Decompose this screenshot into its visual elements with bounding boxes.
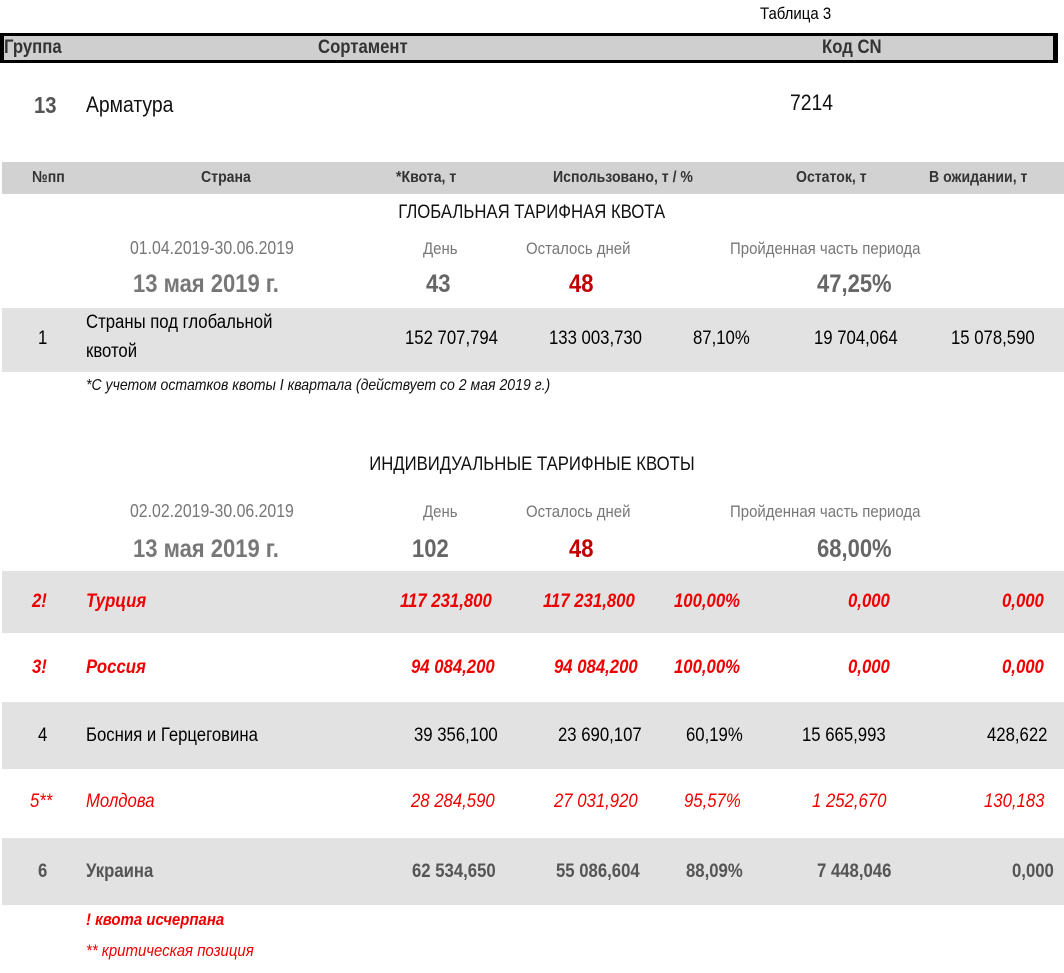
global-days-left: 48 — [569, 270, 594, 298]
individual-day-label: День — [423, 502, 458, 521]
individual-day: 102 — [412, 535, 449, 563]
row-quota: 62 534,650 — [412, 861, 496, 882]
group-number: 13 — [34, 92, 57, 118]
row-used-pct: 87,10% — [693, 328, 750, 349]
row-used-pct: 100,00% — [674, 657, 741, 678]
header-assortment: Сортамент — [318, 37, 408, 58]
table-row-global-1 — [2, 308, 1064, 372]
row-pending: 0,000 — [1002, 657, 1044, 678]
row-remainder: 19 704,064 — [814, 328, 898, 349]
row-used: 117 231,800 — [543, 591, 635, 612]
row-num: 6 — [38, 861, 48, 882]
row-country: Молдова — [86, 791, 155, 812]
row-quota: 94 084,200 — [411, 657, 495, 678]
row-quota: 117 231,800 — [400, 591, 492, 612]
row-pending: 130,183 — [984, 791, 1045, 812]
global-progress-label: Пройденная часть периода — [730, 239, 921, 258]
row-quota: 39 356,100 — [414, 725, 498, 746]
row-num: 4 — [38, 725, 48, 746]
row-used: 23 690,107 — [558, 725, 642, 746]
individual-period: 02.02.2019-30.06.2019 — [130, 501, 294, 521]
row-country-line1: Страны под глобальной — [86, 312, 273, 333]
table-row-russia — [2, 635, 1064, 701]
group-name: Арматура — [86, 92, 174, 117]
col-pending: В ожидании, т — [929, 169, 1028, 186]
row-country: Босния и Герцеговина — [86, 725, 258, 746]
global-section-title: ГЛОБАЛЬНАЯ ТАРИФНАЯ КВОТА — [398, 202, 666, 223]
col-country: Страна — [201, 169, 251, 186]
row-remainder: 7 448,046 — [817, 861, 892, 882]
col-num: №пп — [32, 169, 65, 186]
row-pending: 0,000 — [1002, 591, 1044, 612]
row-country: Украина — [86, 861, 154, 882]
individual-progress: 68,00% — [817, 535, 892, 563]
table-row-ukraine — [2, 838, 1064, 905]
row-num: 1 — [38, 328, 48, 349]
individual-days-left-label: Осталось дней — [526, 502, 631, 521]
table-row-moldova — [2, 770, 1064, 837]
row-pending: 0,000 — [1012, 861, 1054, 882]
row-num: 2! — [32, 591, 47, 612]
row-remainder: 1 252,670 — [812, 791, 887, 812]
individual-section-title: ИНДИВИДУАЛЬНЫЕ ТАРИФНЫЕ КВОТЫ — [369, 454, 695, 475]
global-footnote: *С учетом остатков квоты I квартала (действует со 2 мая 2019 г.) — [86, 377, 551, 394]
global-period: 01.04.2019-30.06.2019 — [130, 238, 294, 258]
global-days-left-label: Осталось дней — [526, 239, 631, 258]
row-remainder: 0,000 — [848, 657, 890, 678]
col-remainder: Остаток, т — [796, 169, 867, 186]
row-country-line2: квотой — [86, 341, 138, 362]
global-date: 13 мая 2019 г. — [133, 270, 279, 298]
table-row-bosnia — [2, 702, 1064, 769]
header-cn-code: Код CN — [822, 37, 882, 58]
row-quota: 28 284,590 — [411, 791, 495, 812]
row-remainder: 0,000 — [848, 591, 890, 612]
col-used: Использовано, т / % — [553, 169, 693, 186]
table-label: Таблица 3 — [760, 4, 832, 23]
table-row-turkey — [2, 571, 1064, 633]
row-used: 27 031,920 — [554, 791, 638, 812]
row-remainder: 15 665,993 — [802, 725, 886, 746]
row-used: 55 086,604 — [556, 861, 640, 882]
row-used: 133 003,730 — [549, 328, 642, 349]
group-cn-code: 7214 — [790, 90, 834, 115]
row-country: Россия — [86, 657, 146, 678]
legend-critical: ** критическая позиция — [86, 941, 254, 960]
individual-days-left: 48 — [569, 535, 594, 563]
row-country: Турция — [86, 591, 147, 612]
row-num: 5** — [30, 791, 53, 812]
global-day-label: День — [423, 239, 458, 258]
global-progress: 47,25% — [817, 270, 892, 298]
row-used-pct: 95,57% — [684, 791, 741, 812]
legend-exhausted: ! квота исчерпана — [86, 910, 225, 929]
row-pending: 428,622 — [987, 725, 1048, 746]
row-used: 94 084,200 — [554, 657, 638, 678]
row-used-pct: 100,00% — [674, 591, 741, 612]
row-quota: 152 707,794 — [405, 328, 498, 349]
col-quota: *Квота, т — [396, 169, 457, 186]
column-header — [2, 162, 1064, 194]
header-group: Группа — [4, 37, 62, 58]
row-pending: 15 078,590 — [951, 328, 1035, 349]
row-used-pct: 88,09% — [686, 861, 743, 882]
global-day: 43 — [426, 270, 451, 298]
row-used-pct: 60,19% — [686, 725, 743, 746]
top-header-bar — [0, 33, 1058, 63]
row-num: 3! — [32, 657, 47, 678]
individual-date: 13 мая 2019 г. — [133, 535, 279, 563]
individual-progress-label: Пройденная часть периода — [730, 502, 921, 521]
